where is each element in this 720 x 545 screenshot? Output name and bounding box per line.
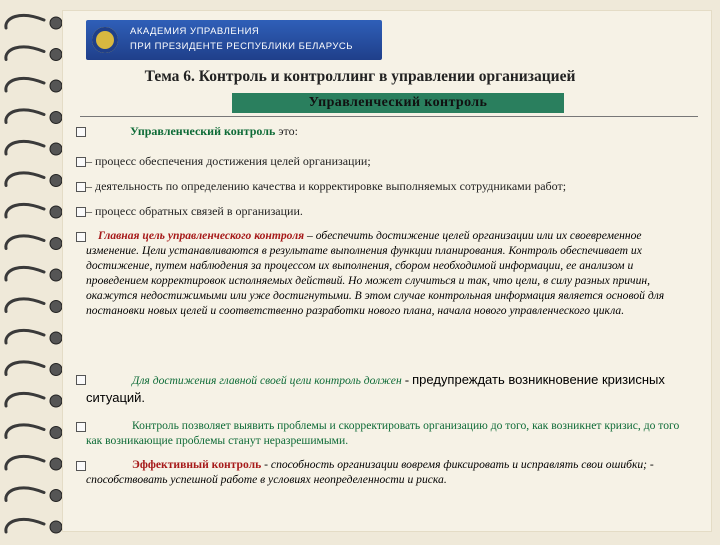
binding-hole — [50, 49, 62, 61]
binding-hole — [50, 175, 62, 187]
definition-term: Управленческий контроль — [130, 124, 276, 138]
dash-item-2: – деятельность по определению качества и корректировке выполняемых сотрудниками работ; — [86, 179, 567, 193]
binding-hole — [50, 238, 62, 250]
spiral-ring — [6, 47, 44, 60]
spiral-ring — [6, 393, 44, 406]
binding-hole — [50, 143, 62, 155]
prevent-dash: - — [401, 373, 413, 387]
spiral-ring — [6, 15, 44, 28]
bullet-icon — [76, 375, 86, 385]
bullet-icon — [76, 422, 86, 432]
binding-hole — [50, 112, 62, 124]
binding-hole — [50, 521, 62, 533]
spiral-ring — [6, 236, 44, 249]
spiral-ring — [6, 299, 44, 312]
binding-hole — [50, 269, 62, 281]
main-goal-paragraph — [86, 228, 696, 318]
binding-hole — [50, 395, 62, 407]
definition-line — [130, 124, 298, 139]
spiral-ring — [6, 456, 44, 469]
binding-hole — [50, 458, 62, 470]
spiral-ring — [6, 173, 44, 186]
definition-suffix: это: — [275, 124, 298, 138]
spiral-ring — [6, 362, 44, 375]
detect-text: Контроль позволяет выявить проблемы и скорректировать организацию до того, как возникнет кризис, до того как возникающие проблемы станут неразрешимыми. — [86, 419, 680, 447]
bullet-icon — [76, 232, 86, 242]
binding-hole — [50, 427, 62, 439]
logo-text — [130, 24, 353, 54]
effective-part-1: способность организации вовремя фиксировать и исправлять свои ошибки; — [270, 458, 648, 471]
section-heading: Управленческий контроль — [232, 93, 564, 113]
effective-paragraph — [86, 457, 696, 487]
spiral-ring — [6, 267, 44, 280]
bullet-icon — [76, 207, 86, 217]
binding-hole — [50, 17, 62, 29]
spiral-ring — [6, 78, 44, 91]
main-goal-lead: Главная цель управленческого контроля — [98, 229, 305, 242]
binding-hole — [50, 490, 62, 502]
academy-logo — [86, 20, 382, 60]
logo-line-2: ПРИ ПРЕЗИДЕНТЕ РЕСПУБЛИКИ БЕЛАРУСЬ — [130, 41, 353, 52]
page-title: Тема 6. Контроль и контроллинг в управлении организацией — [144, 68, 576, 85]
dash-item-3: – процесс обратных связей в организации. — [86, 204, 303, 218]
bullet-icon — [76, 182, 86, 192]
binding-hole — [50, 332, 62, 344]
spiral-ring — [6, 519, 44, 532]
spiral-ring — [6, 141, 44, 154]
binding-hole — [50, 301, 62, 313]
emblem-icon — [92, 27, 118, 53]
prevent-emphasis: предупреждать возникновение кризисных ситуаций. — [86, 372, 665, 405]
prevent-paragraph — [86, 371, 696, 407]
bullet-icon — [76, 461, 86, 471]
spiral-ring — [6, 425, 44, 438]
spiral-ring — [6, 110, 44, 123]
bullet-icon — [76, 157, 86, 167]
divider — [80, 116, 698, 117]
spiral-ring — [6, 330, 44, 343]
effective-dash: - — [261, 458, 271, 471]
dash-item-1: – процесс обеспечения достижения целей организации; — [86, 154, 371, 168]
spiral-ring — [6, 488, 44, 501]
logo-line-1: АКАДЕМИЯ УПРАВЛЕНИЯ — [130, 26, 260, 37]
binding-hole — [50, 206, 62, 218]
binding-hole — [50, 364, 62, 376]
prevent-lead: Для достижения главной своей цели контроль должен — [132, 374, 402, 387]
detect-paragraph — [86, 418, 696, 448]
effective-part-2: - способствовать успешной работе в условиях неопределенности и риска. — [86, 458, 654, 486]
bullet-icon — [76, 127, 86, 137]
main-goal-body: – обеспечить достижение целей организации или их своевременное изменение. Цели устанавливаются в результате выполнения функции планирования. Контроль обеспечивает их достижение, путем наблюдения за процессом их выполнения, сбором необходимой информации, ее анализом и проведением корректировок исполняемых действий. Но может случиться и так, что цели, в силу разных причин, окажутся недостижимыми или уже достигнутыми. В этом случае контрольная информация является основой для постановки новых целей и соответственно разработки нового плана, начала нового управленческого цикла. — [86, 229, 665, 317]
spiral-ring — [6, 204, 44, 217]
effective-lead: Эффективный контроль — [132, 458, 262, 471]
